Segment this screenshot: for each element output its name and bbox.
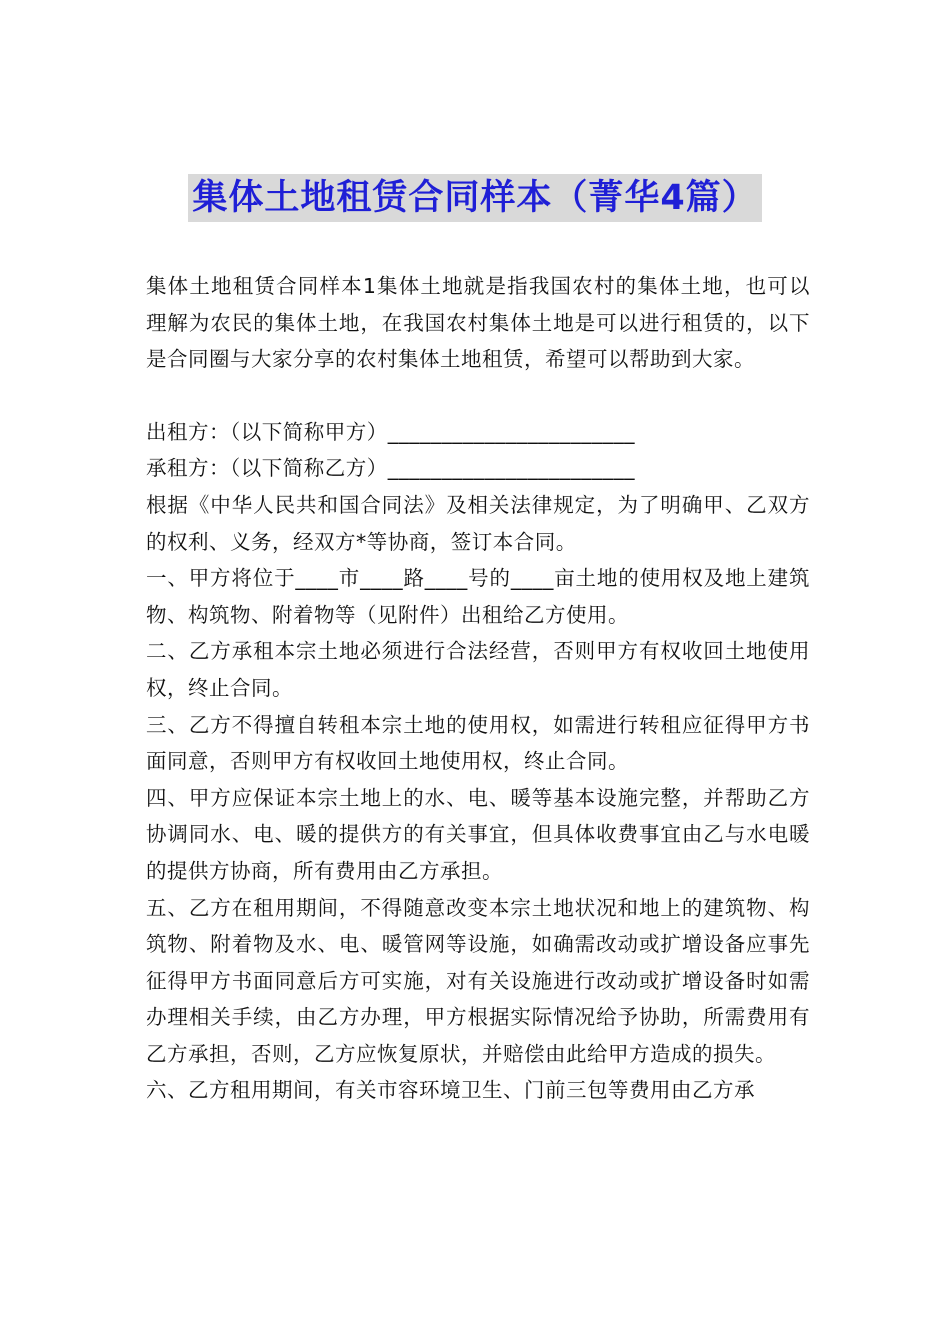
clause-6: 六、乙方租用期间，有关市容环境卫生、门前三包等费用由乙方承 [146, 1078, 755, 1103]
document-title: 集体土地租赁合同样本（菁华4篇） [188, 174, 761, 222]
clause-1: 一、甲方将位于____市____路____号的____亩土地的使用权及地上建筑物、构筑物、附着物等（见附件）出租给乙方使用。 [146, 566, 810, 627]
clause-5: 五、乙方在租用期间，不得随意改变本宗土地状况和地上的建筑物、构筑物、附着物及水、电、暖管网等设施，如确需改动或扩增设备应事先征得甲方书面同意后方可实施，对有关设施进行改动或扩增设备时如需办理相关手续，由乙方办理，甲方根据实际情况给予协助，所需费用有乙方承担，否则，乙方应恢复原状，并赔偿由此给甲方造成的损失。 [146, 895, 810, 1066]
title-container [0, 174, 950, 222]
clause-2: 二、乙方承租本宗土地必须进行合法经营，否则甲方有权收回土地使用权，终止合同。 [146, 639, 810, 700]
lessor-line: 出租方：（以下简称甲方）_______________________ [146, 419, 635, 444]
basis-paragraph: 根据《中华人民共和国合同法》及相关法律规定，为了明确甲、乙双方的权利、义务，经双方*等协商，签订本合同。 [146, 492, 810, 554]
clause-3: 三、乙方不得擅自转租本宗土地的使用权，如需进行转租应征得甲方书面同意，否则甲方有权收回土地使用权，终止合同。 [146, 712, 810, 774]
intro-paragraph: 集体土地租赁合同样本1集体土地就是指我国农村的集体土地，也可以理解为农民的集体土地，在我国农村集体土地是可以进行租赁的，以下是合同圈与大家分享的农村集体土地租赁，希望可以帮助到大家。 [146, 274, 810, 372]
clause-4: 四、甲方应保证本宗土地上的水、电、暖等基本设施完整，并帮助乙方协调同水、电、暖的提供方的有关事宜，但具体收费事宜由乙与水电暖的提供方协商，所有费用由乙方承担。 [146, 785, 810, 883]
document-body [146, 268, 810, 1109]
lessee-line: 承租方：（以下简称乙方）_______________________ [146, 456, 635, 481]
paragraph-gap [146, 378, 810, 414]
